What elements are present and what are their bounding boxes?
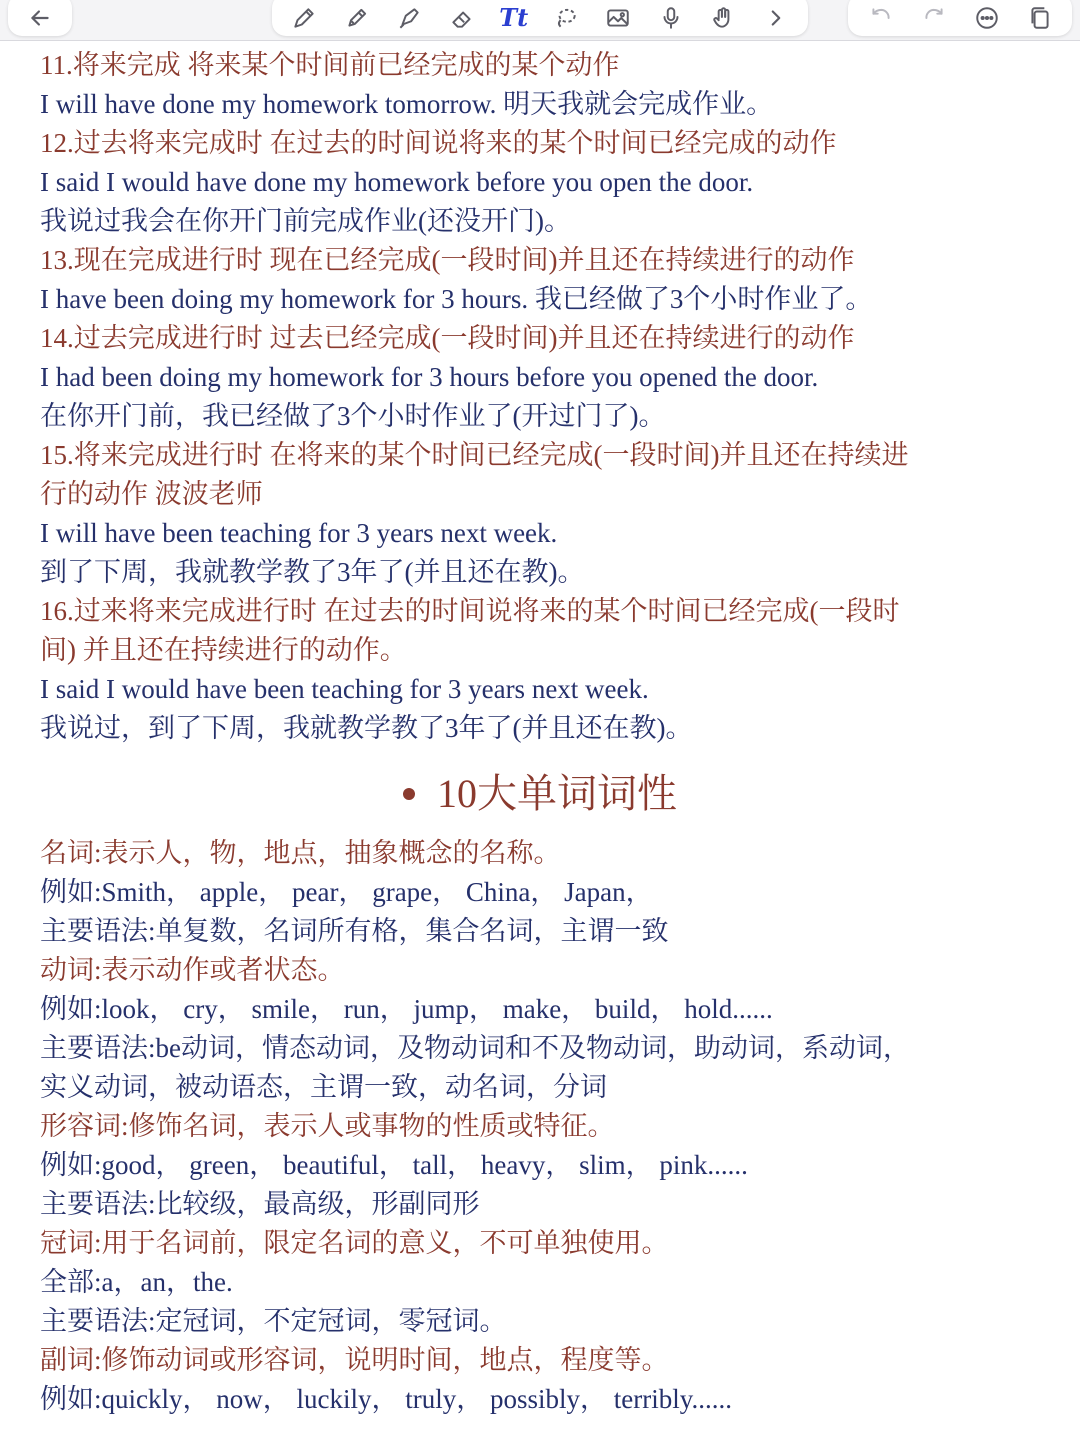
note-line: 主要语法:比较级，最高级，形副同形 [40, 1189, 480, 1219]
tool-palette [272, 0, 808, 36]
note-line: 12.过去将来完成时 在过去的时间说将来的某个时间已经完成的动作 [40, 128, 837, 158]
chevron-right-icon[interactable] [761, 3, 791, 33]
note-line: 到了下周，我就教学教了3年了(并且还在教)。 [40, 557, 585, 587]
note-line: 13.现在完成进行时 现在已经完成(一段时间)并且还在持续进行的动作 [40, 245, 855, 275]
top-toolbar [0, 0, 1080, 41]
hand-icon[interactable] [708, 3, 738, 33]
note-line: 间) 并且还在持续进行的动作。 [40, 635, 407, 665]
note-line: 我说过我会在你开门前完成作业(还没开门)。 [40, 206, 571, 236]
note-line: 主要语法:be动词，情态动词，及物动词和不及物动词，助动词，系动词， [40, 1033, 910, 1063]
note-line: I said I would have been teaching for 3 years next week. [40, 674, 649, 704]
note-line: I said I would have done my homework before you open the door. [40, 167, 754, 197]
note-line: 形容词:修饰名词，表示人或事物的性质或特征。 [40, 1111, 615, 1141]
note-line: 副词:修饰动词或形容词，说明时间，地点，程度等。 [40, 1345, 669, 1375]
note-line: 例如:Smith， apple， pear， grape， China， Japan， [40, 877, 653, 907]
highlighter-icon[interactable] [394, 3, 424, 33]
note-line: 动词:表示动作或者状态。 [40, 955, 345, 985]
redo-icon[interactable] [919, 3, 949, 33]
note-line: I had been doing my homework for 3 hours before you opened the door. [40, 362, 819, 392]
note-line: I have been doing my homework for 3 hours. 我已经做了3个小时作业了。 [40, 284, 873, 314]
image-icon[interactable] [603, 3, 633, 33]
note-line: I will have done my homework tomorrow. 明天我就会完成作业。 [40, 89, 774, 119]
note-line: 实义动词，被动语态，主谓一致，动名词，分词 [40, 1072, 607, 1102]
bullet-dot [403, 788, 415, 800]
pages-icon[interactable] [1025, 3, 1055, 33]
note-line: 例如:good， green， beautiful， tall， heavy， slim， pink...... [40, 1150, 748, 1180]
eraser-icon[interactable] [447, 3, 477, 33]
section-heading [0, 765, 1080, 823]
note-line: 16.过来将来完成进行时 在过去的时间说将来的某个时间已经完成(一段时 [40, 596, 900, 626]
heading-text: 10大单词词性 [437, 771, 677, 816]
note-line: 行的动作 波波老师 [40, 479, 263, 509]
note-line: 主要语法:定冠词，不定冠词，零冠词。 [40, 1306, 507, 1336]
note-content-tenses [40, 46, 1060, 748]
note-line: 主要语法:单复数，名词所有格，集合名词，主谓一致 [40, 916, 669, 946]
note-line: 11.将来完成 将来某个时间前已经完成的某个动作 [40, 50, 620, 80]
note-content-word-classes [40, 834, 1060, 1419]
pencil-icon[interactable] [342, 3, 372, 33]
pen-icon[interactable] [289, 3, 319, 33]
note-line: 冠词:用于名词前，限定名词的意义，不可单独使用。 [40, 1228, 669, 1258]
right-actions [848, 0, 1072, 36]
note-line: 在你开门前，我已经做了3个小时作业了(开过门了)。 [40, 401, 666, 431]
note-line: 14.过去完成进行时 过去已经完成(一段时间)并且还在持续进行的动作 [40, 323, 855, 353]
note-line: 全部:a，an，the. [40, 1267, 233, 1297]
back-arrow-icon[interactable] [25, 3, 55, 33]
lasso-icon[interactable] [551, 3, 581, 33]
note-line: 例如:look， cry， smile， run， jump， make， build， hold...... [40, 994, 773, 1024]
more-icon[interactable] [972, 3, 1002, 33]
note-line: 名词:表示人，物，地点，抽象概念的名称。 [40, 838, 561, 868]
microphone-icon[interactable] [656, 3, 686, 33]
text-tool-icon[interactable]: Tt [499, 2, 529, 32]
note-line: 例如:quickly， now， luckily， truly， possibly， terribly...... [40, 1384, 732, 1414]
back-pill [8, 0, 72, 36]
note-line: I will have been teaching for 3 years next week. [40, 518, 558, 548]
note-line: 我说过，到了下周，我就教学教了3年了(并且还在教)。 [40, 713, 693, 743]
note-line: 15.将来完成进行时 在将来的某个时间已经完成(一段时间)并且还在持续进 [40, 440, 909, 470]
undo-icon[interactable] [866, 3, 896, 33]
